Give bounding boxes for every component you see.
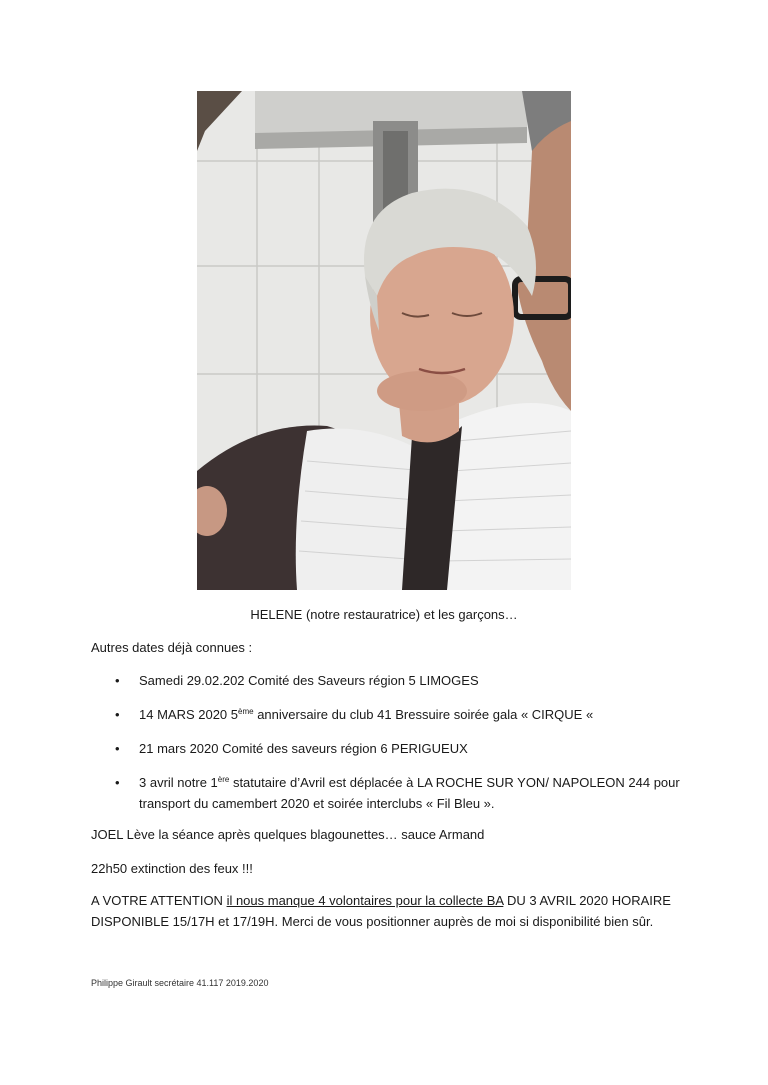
bullet: •	[115, 741, 120, 756]
attention-pre: A VOTRE ATTENTION	[91, 893, 227, 908]
attention-text	[91, 891, 671, 911]
footer: Philippe Girault secrétaire 41.117 2019.2020	[91, 978, 269, 988]
list-item-text	[139, 705, 593, 725]
list-item-text-part: 3 avril notre 1	[139, 775, 218, 790]
attention-text-line2: DISPONIBLE 15/17H et 17/19H. Merci de vous positionner auprès de moi si disponibilité bien sûr.	[91, 914, 654, 929]
list-item-text-part: 14 MARS 2020 5	[139, 707, 239, 722]
bullet: •	[115, 673, 120, 688]
list-item-text: 21 mars 2020 Comité des saveurs région 6 PERIGUEUX	[139, 741, 468, 756]
list-item-text-line2: transport du camembert 2020 et soirée interclubs « Fil Bleu ».	[139, 796, 495, 811]
superscript: ère	[217, 775, 230, 784]
list-item-text-part: statutaire d’Avril est déplacée à LA ROCHE SUR YON/ NAPOLEON 244 pour	[229, 775, 680, 790]
attention-post: DU 3 AVRIL 2020 HORAIRE	[503, 893, 671, 908]
extinction-text: 22h50 extinction des feux !!!	[91, 861, 253, 876]
list-item-text-part: anniversaire du club 41 Bressuire soirée gala « CIRQUE «	[253, 707, 594, 722]
joel-text: JOEL Lève la séance après quelques blagounettes… sauce Armand	[91, 827, 485, 842]
list-item-text	[139, 773, 680, 793]
attention-underlined: il nous manque 4 volontaires pour la collecte BA	[226, 893, 504, 908]
intro-text: Autres dates déjà connues :	[91, 640, 253, 655]
superscript: ème	[238, 707, 254, 716]
photo-helene	[197, 91, 571, 590]
bullet: •	[115, 707, 120, 722]
bullet: •	[115, 775, 120, 790]
list-item-text: Samedi 29.02.202 Comité des Saveurs région 5 LIMOGES	[139, 673, 479, 688]
photo-caption: HELENE (notre restauratrice) et les garçons…	[250, 607, 518, 622]
